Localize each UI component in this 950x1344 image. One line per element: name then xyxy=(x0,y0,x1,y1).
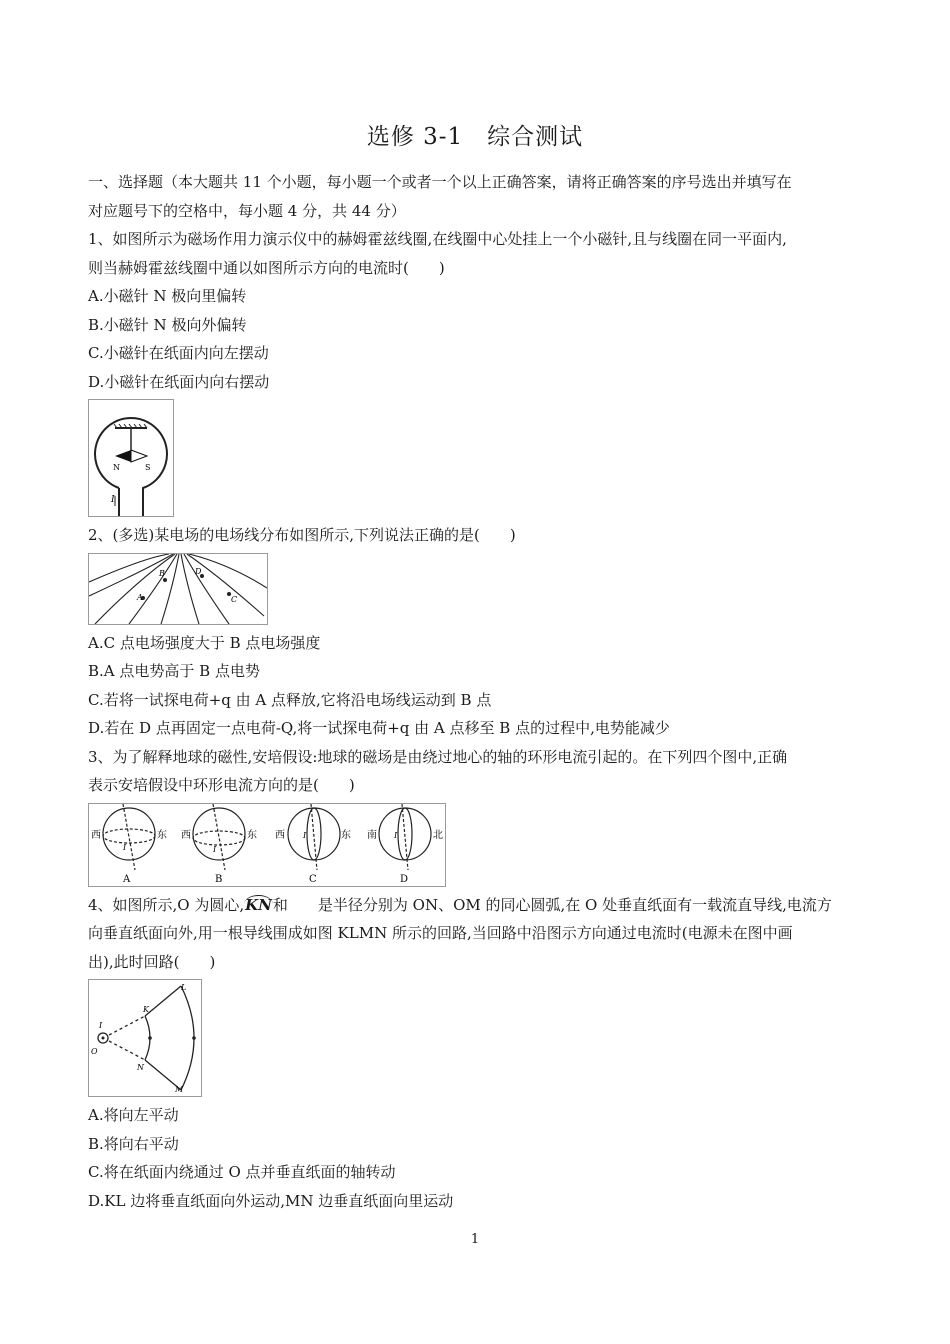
q3-fig-c-east: 东 xyxy=(341,829,351,841)
q4-fig-o-label: O xyxy=(91,1047,98,1056)
question-1-option-d: D.小磁针在纸面内向右摆动 xyxy=(88,372,270,391)
q3-fig-label-d: D xyxy=(400,873,409,885)
q2-fig-b-label: B xyxy=(159,568,165,578)
q3-fig-b-current: I xyxy=(213,844,217,854)
section-heading-cont: 对应题号下的空格中，每小题 4 分，共 44 分） xyxy=(88,201,406,220)
question-4-text-cont: 向垂直纸面向外,用一根导线围成如图 KLMN 所示的回路,当回路中沿图示方向通过电流时(电源未在图中画 xyxy=(88,924,793,942)
question-1-option-b: B.小磁针 N 极向外偏转 xyxy=(88,315,247,334)
question-4-option-b: B.将向右平动 xyxy=(88,1134,179,1153)
q4-arc-kn: KN xyxy=(245,895,272,914)
question-4-option-a: A.将向左平动 xyxy=(88,1106,179,1124)
question-1-option-a: A.小磁针 N 极向里偏转 xyxy=(88,287,247,305)
question-2-option-d: D.若在 D 点再固定一点电荷-Q,将一试探电荷+q 由 A 点移至 B 点的过程中,电势能减少 xyxy=(88,719,670,737)
q3-fig-c-west: 西 xyxy=(275,829,285,841)
question-1-text: 1、如图所示为磁场作用力演示仪中的赫姆霍兹线圈,在线圈中心处挂上一个小磁针,且与线圈在同一平面内, xyxy=(88,230,787,248)
document-content xyxy=(88,168,868,1215)
question-2-option-b: B.A 点电势高于 B 点电势 xyxy=(88,662,260,680)
q3-fig-a-west: 西 xyxy=(91,829,101,841)
q3-fig-b-east: 东 xyxy=(247,829,257,841)
q4-fig-m-label: M xyxy=(175,1085,184,1094)
q3-fig-d-current: I xyxy=(394,830,398,840)
q3-fig-a-current: I xyxy=(123,842,127,852)
q2-fig-c-label: C xyxy=(231,594,238,604)
page-title: 选修 3-1 综合测试 xyxy=(366,124,584,150)
question-4-option-d: D.KL 边将垂直纸面向外运动,MN 边垂直纸面向里运动 xyxy=(88,1191,454,1210)
question-2-option-c: C.若将一试探电荷+q 由 A 点释放,它将沿电场线运动到 B 点 xyxy=(88,690,492,709)
q4-fig-l-label: L xyxy=(181,983,187,992)
page-number: 1 xyxy=(470,1232,480,1247)
question-3-text: 3、为了解释地球的磁性,安培假设:地球的磁场是由绕过地心的轴的环形电流引起的。在下列四个图中,正确 xyxy=(88,747,788,766)
question-4-figure xyxy=(88,979,202,1097)
q2-fig-d-label: D xyxy=(195,566,202,576)
question-4-text-end: 出),此时回路( ) xyxy=(88,952,216,971)
q4-fig-i-label: I xyxy=(99,1021,103,1030)
question-1-figure xyxy=(88,399,174,517)
question-1-text-cont: 则当赫姆霍兹线圈中通以如图所示方向的电流时( ) xyxy=(88,258,445,277)
q3-fig-b-west: 西 xyxy=(181,829,191,841)
q3-fig-d-north: 北 xyxy=(433,829,443,841)
section-heading: 一、选择题（本大题共 11 个小题，每小题一个或者一个以上正确答案，请将正确答案的序号选出并填写在 xyxy=(88,173,792,191)
q1-fig-n-label: N xyxy=(113,463,120,472)
q3-fig-label-c: C xyxy=(309,873,317,885)
q4-fig-n-label: N xyxy=(137,1063,144,1072)
question-4-text-rest: 和 是半径分别为 ON、OM 的同心圆弧,在 O 处垂直纸面有一载流直导线,电流方 xyxy=(272,895,832,914)
q1-fig-i-label: I xyxy=(111,495,115,505)
question-2-option-a: A.C 点电场强度大于 B 点电场强度 xyxy=(88,633,321,652)
question-4-text xyxy=(88,891,868,920)
question-3-text-cont: 表示安培假设中环形电流方向的是( ) xyxy=(88,776,355,794)
q3-fig-c-current: I xyxy=(303,830,307,840)
q3-fig-label-a: A xyxy=(123,873,131,885)
question-1-option-c: C.小磁针在纸面内向左摆动 xyxy=(88,344,269,362)
question-2-figure xyxy=(88,553,268,625)
q3-fig-label-b: B xyxy=(215,873,223,885)
q1-fig-s-label: S xyxy=(145,463,151,472)
q3-fig-d-south: 南 xyxy=(367,829,377,841)
question-4-text-start: 4、如图所示,O 为圆心, xyxy=(88,895,245,914)
question-4-option-c: C.将在纸面内绕通过 O 点并垂直纸面的轴转动 xyxy=(88,1163,396,1181)
question-3-figure xyxy=(88,803,446,887)
q3-fig-a-east: 东 xyxy=(157,829,167,841)
q2-fig-a-label: A xyxy=(137,592,143,602)
question-2-text: 2、(多选)某电场的电场线分布如图所示,下列说法正确的是( ) xyxy=(88,526,516,544)
q4-fig-k-label: K xyxy=(143,1005,149,1014)
